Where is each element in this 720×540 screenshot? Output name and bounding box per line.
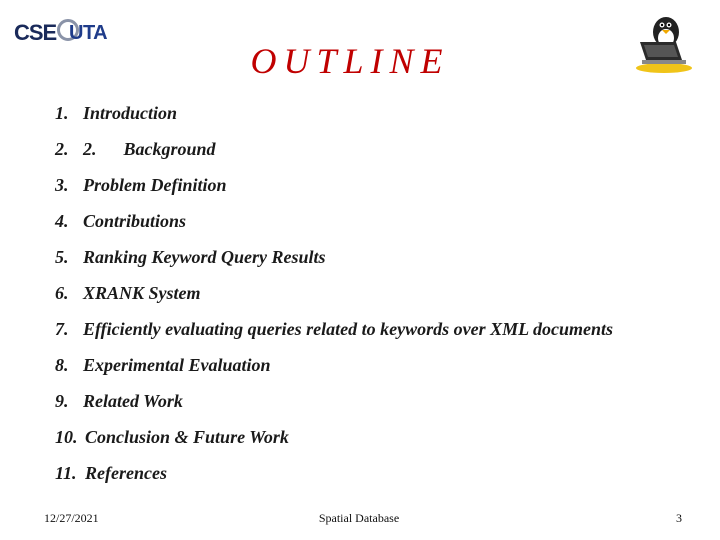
footer-page-number: 3: [676, 511, 682, 525]
logo-cse-text: CSE: [14, 20, 57, 45]
item-label: Introduction: [83, 103, 178, 123]
item-label: Efficiently evaluating queries related to keywords over XML documents: [83, 319, 613, 339]
list-item: [55, 244, 613, 280]
footer-date: 12/27/2021: [44, 511, 99, 525]
outline-list: [55, 100, 613, 496]
item-label: Contributions: [83, 211, 187, 231]
list-item: [55, 352, 613, 388]
item-label: Related Work: [83, 391, 183, 411]
item-label: Ranking Keyword Query Results: [83, 247, 326, 267]
list-item: [55, 424, 613, 460]
item-number: 3.: [55, 175, 69, 195]
item-number: 5.: [55, 247, 69, 267]
item-number: 11.: [55, 463, 77, 483]
item-label: Experimental Evaluation: [83, 355, 271, 375]
list-item: [55, 280, 613, 316]
item-number: 1.: [55, 103, 69, 123]
item-label: References: [85, 463, 167, 483]
item-number: 10.: [55, 427, 78, 447]
list-item: [55, 172, 613, 208]
item-label: 2. Background: [83, 139, 216, 159]
list-item: [55, 460, 613, 496]
list-item: [55, 136, 613, 172]
logo-uta-text: UTA: [69, 22, 108, 44]
footer-title: Spatial Database: [318, 511, 400, 525]
item-label: Conclusion & Future Work: [85, 427, 289, 447]
item-number: 8.: [55, 355, 69, 375]
list-item: [55, 208, 613, 244]
item-number: 2.: [55, 139, 69, 159]
item-number: 6.: [55, 283, 69, 303]
slide-title: OUTLINE: [250, 41, 450, 81]
list-item: [55, 316, 613, 352]
item-number: 4.: [55, 211, 69, 231]
item-label: Problem Definition: [83, 175, 227, 195]
item-number: 9.: [55, 391, 69, 411]
item-number: 7.: [55, 319, 69, 339]
list-item: [55, 100, 613, 136]
item-label: XRANK System: [83, 283, 201, 303]
list-item: [55, 388, 613, 424]
